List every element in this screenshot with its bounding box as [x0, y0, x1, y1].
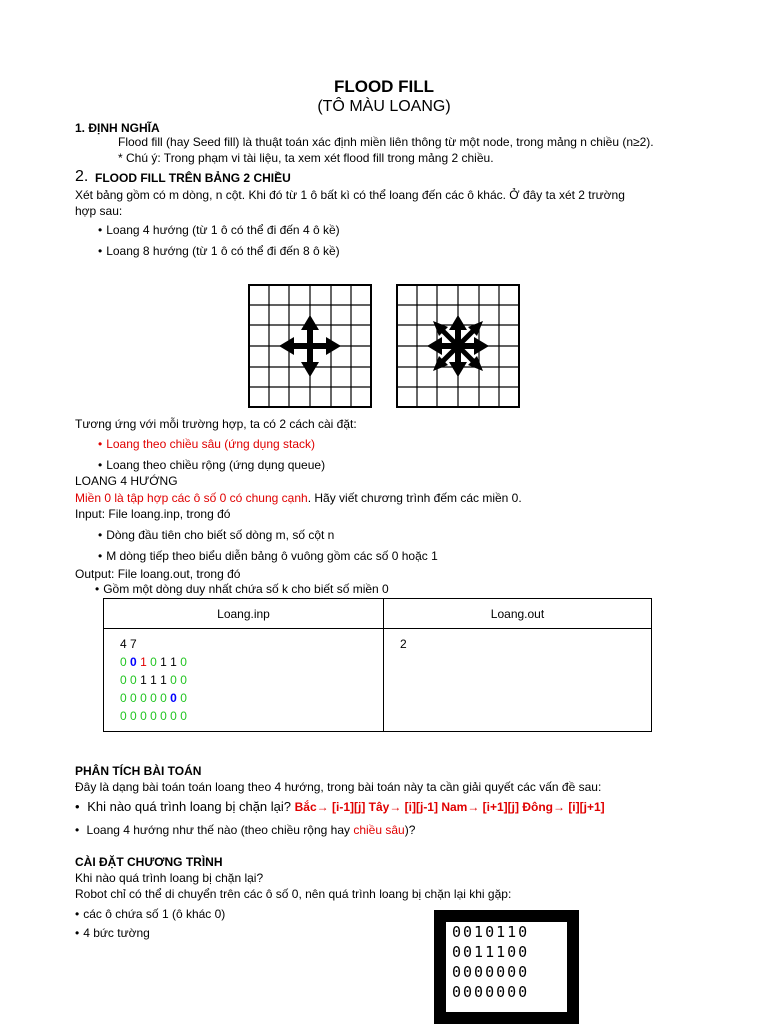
input-matrix-row — [120, 653, 383, 671]
matrix-cell: 0 — [120, 655, 127, 669]
matrix-cell: 1 — [150, 673, 157, 687]
input-bullet-2: • M dòng tiếp theo biểu diễn bảng ô vuông gồm các số 0 hoặc 1 — [98, 549, 438, 564]
output-sample-cell — [384, 629, 652, 732]
table-header-input: Loang.inp — [104, 599, 384, 629]
impl-line-2: Robot chỉ có thể di chuyển trên các ô số 0, nên quá trình loang bị chặn lại khi gặp: — [75, 887, 512, 901]
matrix-cell: 0 — [170, 709, 177, 723]
matrix-cell: 0 — [120, 673, 127, 687]
impl-heading: CÀI ĐẶT CHƯƠNG TRÌNH — [75, 855, 223, 869]
input-matrix-row — [120, 707, 383, 725]
matrix-figure — [434, 910, 579, 1024]
section-2-intro-cont: hợp sau: — [75, 204, 123, 218]
matrix-cell: 0 — [170, 673, 177, 687]
matrix-cell: 0 — [130, 709, 137, 723]
matrix-figure-row: 0000000 — [452, 983, 530, 1001]
matrix-cell: 0 — [150, 691, 157, 705]
matrix-cell: 0 — [180, 709, 187, 723]
matrix-cell: 0 — [120, 709, 127, 723]
page-subtitle: (TÔ MÀU LOANG) — [317, 98, 451, 115]
input-matrix-row — [120, 689, 383, 707]
input-bullet-1: • Dòng đầu tiên cho biết số dòng m, số cột n — [98, 528, 334, 543]
analysis-question-1: • Khi nào quá trình loang bị chặn lại? Bắc→ [i-1][j] Tây→ [i][j-1] Nam→ [i+1][j] Đông→ [i][j+1] — [75, 799, 605, 815]
input-first-line: 4 7 — [120, 637, 137, 651]
matrix-cell: 0 — [180, 691, 187, 705]
matrix-cell: 0 — [180, 673, 187, 687]
direction-formulas: Bắc→ [i-1][j] Tây→ [i][j-1] Nam→ [i+1][j] Đông→ [i][j+1] — [294, 800, 605, 814]
definition-line: Flood fill (hay Seed fill) là thuật toán xác định miền liên thông từ một node, trong mảng n chiều (n≥2). — [118, 135, 654, 149]
matrix-cell: 0 — [160, 709, 167, 723]
io-example-table — [103, 598, 652, 732]
matrix-cell: 1 — [140, 673, 147, 687]
output-value: 2 — [400, 637, 407, 651]
output-desc: Output: File loang.out, trong đó — [75, 567, 241, 581]
matrix-cell: 0 — [130, 691, 137, 705]
page-title: FLOOD FILL — [333, 77, 435, 96]
note-line: * Chú ý: Trong phạm vi tài liệu, ta xem xét flood fill trong mảng 2 chiều. — [118, 151, 494, 165]
output-bullet: • Gồm một dòng duy nhất chứa số k cho biết số miền 0 — [95, 582, 389, 597]
matrix-cell: 1 — [170, 655, 177, 669]
input-desc: Input: File loang.inp, trong đó — [75, 507, 231, 521]
table-header-output: Loang.out — [384, 599, 652, 629]
bullet-dfs: • Loang theo chiều sâu (ứng dụng stack) — [98, 437, 315, 452]
section-2-intro: Xét bảng gồm có m dòng, n cột. Khi đó từ 1 ô bất kì có thể loang đến các ô khác. Ở đây ta xét 2 trường — [75, 188, 625, 202]
analysis-question-2: • Loang 4 hướng như thế nào (theo chiều rộng hay chiều sâu)? — [75, 823, 415, 838]
matrix-figure-row: 0011100 — [452, 943, 530, 961]
matrix-cell: 0 — [130, 673, 137, 687]
impl-line-1: Khi nào quá trình loang bị chặn lại? — [75, 871, 264, 885]
impl-bullet-1: • các ô chứa số 1 (ô khác 0) — [75, 907, 225, 922]
matrix-cell: 0 — [170, 691, 177, 705]
input-matrix-row — [120, 671, 383, 689]
analysis-intro: Đây là dạng bài toán toán loang theo 4 hướng, trong bài toán này ta cần giải quyết các vấn đề sau: — [75, 780, 602, 794]
matrix-cell: 0 — [180, 655, 187, 669]
matrix-cell: 0 — [140, 691, 147, 705]
matrix-cell: 0 — [120, 691, 127, 705]
grid-4-direction-figure — [248, 284, 372, 408]
matrix-cell: 1 — [160, 655, 167, 669]
impl-intro: Tương ứng với mỗi trường hợp, ta có 2 cách cài đặt: — [75, 417, 357, 431]
grid-8-direction-figure — [396, 284, 520, 408]
analysis-heading: PHÂN TÍCH BÀI TOÁN — [75, 764, 202, 778]
matrix-cell: 1 — [140, 655, 147, 669]
section-1-heading: 1. ĐỊNH NGHĨA — [75, 121, 160, 135]
matrix-cell: 0 — [130, 655, 137, 669]
matrix-figure-row: 0000000 — [452, 963, 530, 981]
problem-label: LOANG 4 HƯỚNG — [75, 474, 178, 488]
problem-statement: Miền 0 là tập hợp các ô số 0 có chung cạnh. Hãy viết chương trình đếm các miền 0. — [75, 491, 522, 505]
matrix-cell: 0 — [160, 691, 167, 705]
impl-bullet-2: • 4 bức tường — [75, 926, 150, 941]
matrix-figure-row: 0010110 — [452, 923, 530, 941]
section-2-number: 2. — [75, 168, 89, 185]
input-sample-cell — [104, 629, 384, 732]
input-matrix — [120, 653, 383, 725]
matrix-cell: 1 — [160, 673, 167, 687]
bullet-8-direction: • Loang 8 hướng (từ 1 ô có thể đi đến 8 ô kề) — [98, 244, 340, 259]
matrix-cell: 0 — [150, 655, 157, 669]
section-2-heading: FLOOD FILL TRÊN BẢNG 2 CHIỀU — [95, 171, 291, 185]
matrix-cell: 0 — [140, 709, 147, 723]
matrix-cell: 0 — [150, 709, 157, 723]
bullet-4-direction: • Loang 4 hướng (từ 1 ô có thể đi đến 4 ô kề) — [98, 223, 340, 238]
bullet-bfs: • Loang theo chiều rộng (ứng dụng queue) — [98, 458, 325, 473]
